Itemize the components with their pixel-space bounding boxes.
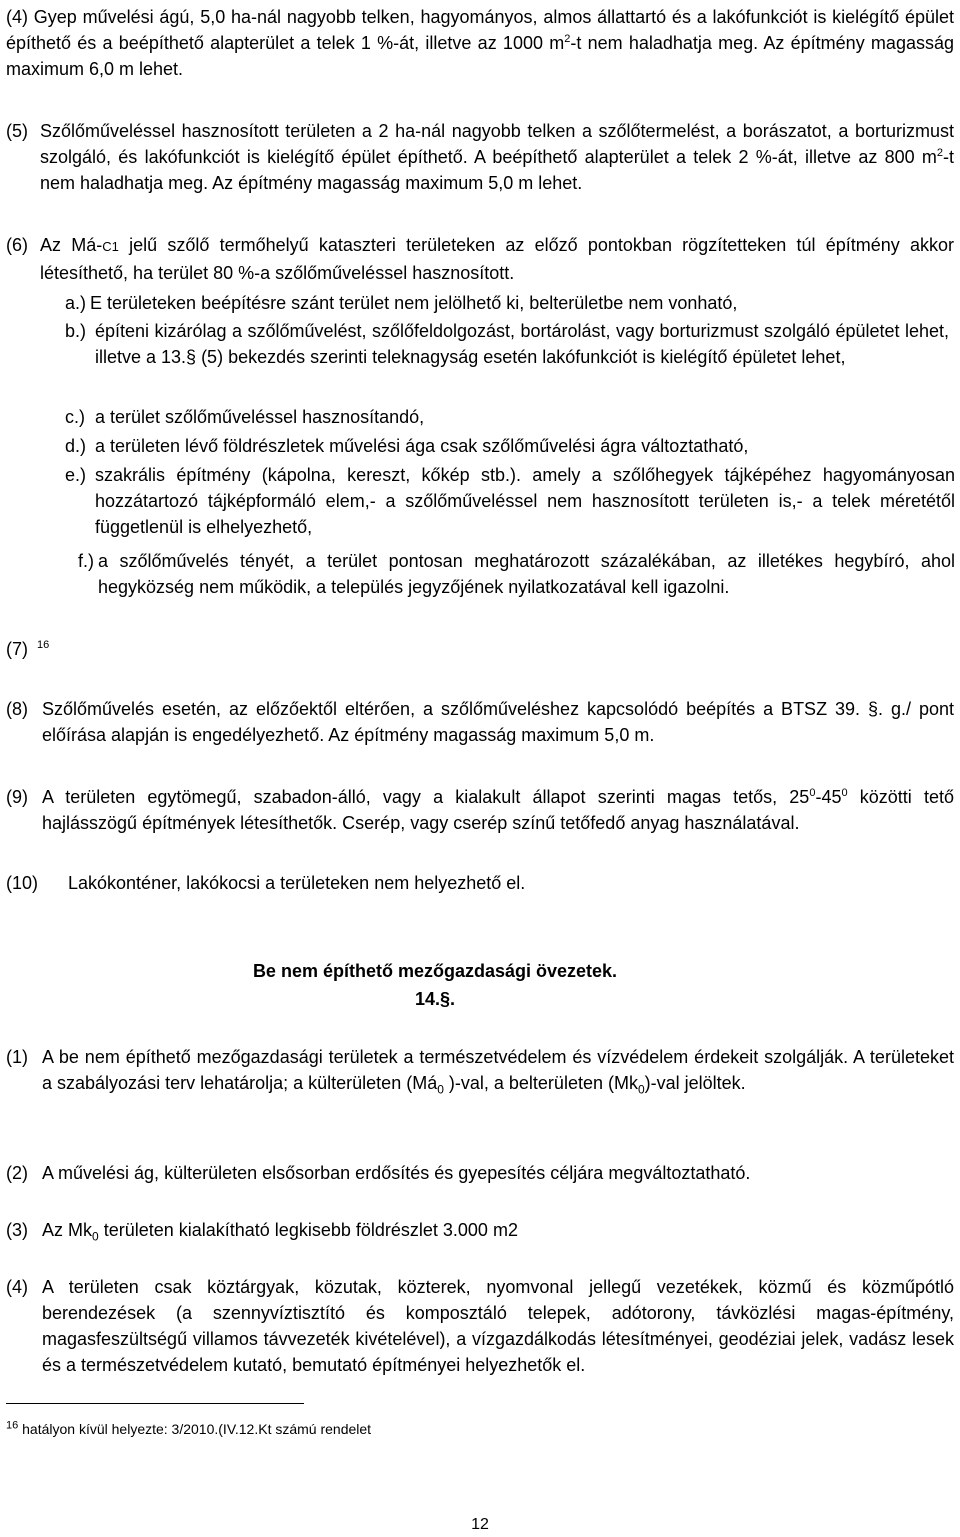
superscript: 2 xyxy=(564,33,571,45)
paragraph-text-mid: )-val, a belterületen (Mk xyxy=(443,1073,638,1093)
paragraph-text-end: területen kialakítható legkisebb földrészlet 3.000 m2 xyxy=(98,1220,518,1240)
page-number: 12 xyxy=(471,1516,489,1533)
paragraph-9 xyxy=(6,784,954,836)
subscript: 0 xyxy=(437,1082,444,1097)
subscript: 0 xyxy=(92,1229,99,1244)
paragraph-text: Az Mk xyxy=(42,1220,93,1240)
paragraph-number: (8) xyxy=(6,699,28,719)
footnote-text: hatályon kívül helyezte: 3/2010.(IV.12.Kt számú rendelet xyxy=(18,1421,372,1437)
list-item-text: a terület szőlőműveléssel hasznosítandó, xyxy=(95,407,425,427)
subscript: 0 xyxy=(637,1082,645,1097)
list-item-label: e.) xyxy=(65,465,87,485)
section-number: 14.§. xyxy=(414,989,456,1009)
zone-code: C1 xyxy=(102,239,119,254)
list-item-label: f.) xyxy=(78,551,94,571)
paragraph-number: (1) xyxy=(6,1047,28,1067)
list-item xyxy=(65,290,955,316)
list-item xyxy=(65,462,955,540)
superscript: 2 xyxy=(936,147,943,159)
list-item xyxy=(65,404,955,430)
paragraph-text: A művelési ág, külterületen elsősorban erdősítés és gyepesítés céljára megváltoztatható. xyxy=(42,1163,751,1183)
paragraph-number: (7) xyxy=(6,639,28,659)
section-14-paragraph-1 xyxy=(6,1044,954,1096)
paragraph-10-text: Lakókonténer, lakókocsi a területeken nem helyezhető el. xyxy=(68,873,526,893)
list-item xyxy=(65,433,955,459)
paragraph-4-text: (4) Gyep művelési ágú, 5,0 ha-nál nagyobb telken, hagyományos, almos állattartó és a lakófunkciót is kielégítő épület építhető és a beépíthető alapterület a telek 1 %-át, illetve az 1000 m xyxy=(6,7,954,53)
paragraph-5-text-end: -t nem haladhatja meg. Az építmény magasság maximum 5,0 m lehet. xyxy=(40,147,954,193)
list-item-text: E területeken beépítésre szánt terület nem jelölhető ki, belterületbe nem vonható, xyxy=(90,293,738,313)
list-item-label: c.) xyxy=(65,407,85,427)
paragraph-4 xyxy=(6,4,954,82)
paragraph-text: A be nem építhető mezőgazdasági területek a természetvédelem és vízvédelem érdekeit szolgálják. A területeket a szabályozási terv lehatárolja; a külterületen (Má xyxy=(42,1047,954,1093)
list-item xyxy=(65,318,955,370)
list-item-text: építeni kizárólag a szőlőművelést, szőlőfeldolgozást, bortárolást, vagy borturizmust szolgáló épületet lehet, illetve a 13.§ (5) bekezdés szerinti teleknagyság esetén lakófunkciót is kielégítő épületet lehet, xyxy=(95,321,949,367)
paragraph-5 xyxy=(6,118,954,196)
list-item-text: szakrális építmény (kápolna, kereszt, kőkép stb.). amely a szőlőhegyek tájképéhez hagyományosan hozzátartozó tájképformáló elem,- a szőlőműveléssel nem hasznosított területen is,- a telek méretétől függetlenül is elhelyezhető, xyxy=(95,465,955,537)
footnote-number: 16 xyxy=(6,1419,19,1432)
paragraph-number: (9) xyxy=(6,787,28,807)
paragraph-number: (5) xyxy=(6,121,28,141)
list-item-label: a.) xyxy=(65,293,87,313)
list-item-text: a területen lévő földrészletek művelési ága csak szőlőművelési ágra változtatható, xyxy=(95,436,749,456)
superscript: 0 xyxy=(841,787,848,799)
section-14-paragraph-3 xyxy=(6,1217,954,1243)
paragraph-8-text: Szőlőművelés esetén, az előzőektől eltérően, a szőlőműveléshez kapcsolódó beépítés a BTSZ 39. §. g./ pont előírása alapján is engedélyezhető. Az építmény magasság maximum 5,0 m. xyxy=(42,699,954,745)
paragraph-6 xyxy=(6,232,954,286)
paragraph-10 xyxy=(6,870,954,896)
paragraph-8 xyxy=(6,696,954,748)
paragraph-5-text: Szőlőműveléssel hasznosított területen a 2 ha-nál nagyobb telken a szőlőtermelést, a borászatot, a borturizmust szolgáló, és lakófunkciót is kielégítő épület építhető. A beépíthető alapterület a telek 2 %-át, illetve az 800 m xyxy=(40,121,954,167)
paragraph-text: A területen csak köztárgyak, közutak, közterek, nyomvonal jellegű vezetékek, közmű és közműpótló berendezések (a szennyvíztisztító és komposztáló telepek, adótorony, távközlési magas-építmény, magasfeszültségű villamos távvezeték kivételével), a vízgazdálkodás létesítményei, geodéziai jelek, vadász lesek és a természetvédelem kutató, bemutató építményei helyezhetők el. xyxy=(42,1277,954,1375)
paragraph-number: (3) xyxy=(6,1220,28,1240)
footnote-separator xyxy=(6,1403,304,1404)
footnote-reference: 16 xyxy=(37,639,50,651)
paragraph-9-text-end: közötti tető hajlásszögű építmények létesíthetők. Cserép, vagy cserép színű tetőfedő anyag használatával. xyxy=(42,787,954,833)
paragraph-number: (2) xyxy=(6,1163,28,1183)
paragraph-6-text: Az Má- xyxy=(40,235,103,255)
paragraph-9-text-mid: -45 xyxy=(815,787,842,807)
list-item-label: d.) xyxy=(65,436,87,456)
paragraph-number: (4) xyxy=(6,1277,28,1297)
list-item xyxy=(78,548,955,600)
section-14-paragraph-4 xyxy=(6,1274,954,1378)
paragraph-number: (6) xyxy=(6,235,28,255)
paragraph-6-text-end: jelű szőlő termőhelyű kataszteri területeken az előző pontokban rögzítetteken túl építmény akkor létesíthető, ha terület 80 %-a szőlőműveléssel hasznosított. xyxy=(40,235,954,283)
paragraph-number: (10) xyxy=(6,873,39,893)
paragraph-9-text: A területen egytömegű, szabadon-álló, vagy a kialakult állapot szerinti magas tetős, 25 xyxy=(42,787,810,807)
section-14-paragraph-2 xyxy=(6,1160,954,1186)
paragraph-7 xyxy=(6,636,954,662)
footnote xyxy=(6,1420,371,1438)
paragraph-4-text-end: -t nem haladhatja meg. Az építmény magasság maximum 6,0 m lehet. xyxy=(6,33,954,79)
section-heading: Be nem építhető mezőgazdasági övezetek. xyxy=(252,961,618,981)
paragraph-text-end: )-val jelöltek. xyxy=(644,1073,746,1093)
list-item-label: b.) xyxy=(65,321,87,341)
superscript: 0 xyxy=(809,787,816,799)
list-item-text: a szőlőművelés tényét, a terület pontosan meghatározott százalékában, az illetékes hegybíró, ahol hegyközség nem működik, a település jegyzőjének nyilatkozatával kell igazolni. xyxy=(98,551,955,597)
